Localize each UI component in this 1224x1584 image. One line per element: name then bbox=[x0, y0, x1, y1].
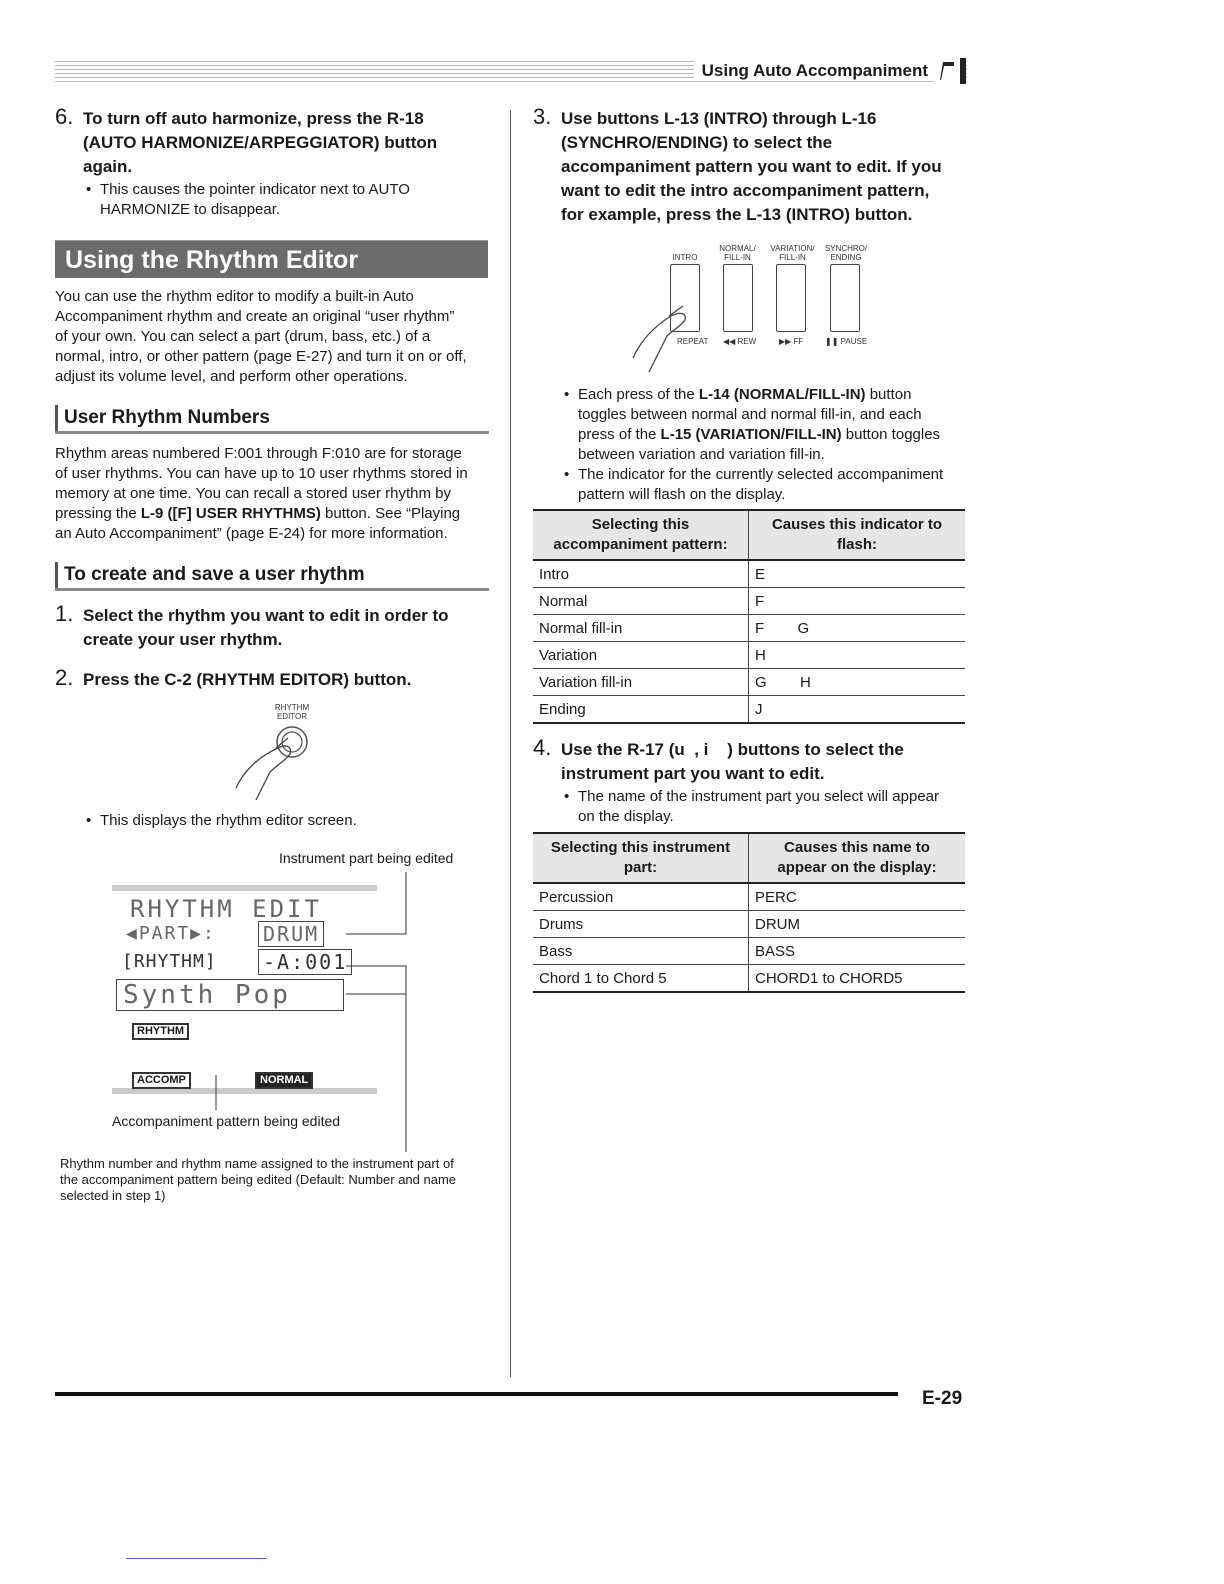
footnote-line: the accompaniment pattern being edited (Default: Number and name bbox=[60, 1172, 457, 1187]
lcd-part-name: DRUM bbox=[258, 921, 324, 947]
table-row bbox=[533, 560, 965, 588]
button-label-rew: ◀◀ REW bbox=[723, 337, 757, 346]
bullet-item bbox=[578, 385, 973, 465]
step-text: create your user rhythm. bbox=[83, 630, 283, 649]
table-cell: CHORD1 to CHORD5 bbox=[749, 965, 966, 993]
lcd-row-2-label: ◀PART▶: bbox=[126, 923, 216, 944]
table-row bbox=[533, 965, 965, 993]
lcd-rhythm-name: Synth Pop bbox=[116, 979, 344, 1011]
page-number: E-29 bbox=[922, 1388, 963, 1409]
table-cell: H bbox=[749, 642, 966, 669]
table-row bbox=[533, 911, 965, 938]
pressing-hand-icon bbox=[625, 300, 705, 375]
label-line: EDITOR bbox=[276, 712, 308, 721]
paragraph-line: an Auto Accompaniment” (page E-24) for more information. bbox=[55, 525, 448, 542]
paragraph-line bbox=[55, 504, 495, 524]
table-row bbox=[533, 938, 965, 965]
bullet-line: between variation and variation fill-in. bbox=[578, 446, 825, 463]
table-header-row bbox=[533, 510, 965, 560]
step-6 bbox=[55, 104, 493, 179]
step-3 bbox=[533, 104, 971, 227]
paragraph-line: of your own. You can select a part (drum, bass, etc.) of a bbox=[55, 328, 431, 345]
table-cell: Normal bbox=[533, 588, 749, 615]
lcd-rhythm-number: -A:001 bbox=[258, 949, 352, 975]
table-cell: Variation fill-in bbox=[533, 669, 749, 696]
bullet-text: HARMONIZE to disappear. bbox=[100, 201, 281, 218]
instrument-part-table bbox=[533, 832, 965, 993]
table-header bbox=[533, 510, 749, 560]
button-reference: L-14 (NORMAL/FILL-IN) bbox=[698, 386, 866, 403]
table-cell: F bbox=[749, 588, 966, 615]
normal-fill-in-button bbox=[723, 264, 753, 332]
step-text: Select the rhythm you want to edit in order to bbox=[83, 606, 449, 625]
step-number: 1. bbox=[55, 601, 74, 626]
header-bar bbox=[960, 58, 966, 84]
step-text: Use the R-17 (u , i ) buttons to select the bbox=[561, 740, 904, 759]
step-text: To turn off auto harmonize, press the R-18 bbox=[83, 109, 424, 128]
bullet-line: • The name of the instrument part you select will appear bbox=[578, 788, 940, 805]
synchro-ending-button bbox=[830, 264, 860, 332]
lcd-normal-badge: NORMAL bbox=[255, 1072, 313, 1089]
table-cell: Variation bbox=[533, 642, 749, 669]
bullet-line bbox=[578, 385, 973, 405]
subheading-text: User Rhythm Numbers bbox=[55, 405, 489, 431]
callout-accompaniment-pattern: Accompaniment pattern being edited bbox=[112, 1113, 341, 1129]
step-text: Press the C-2 (RHYTHM EDITOR) button. bbox=[83, 670, 412, 689]
paragraph-line: Rhythm areas numbered F:001 through F:010 are for storage bbox=[55, 445, 462, 462]
step-text: accompaniment pattern you want to edit. If you bbox=[561, 157, 942, 176]
header-line: flash: bbox=[836, 536, 877, 553]
paragraph-line: Accompaniment rhythm and create an original “user rhythm” bbox=[55, 308, 455, 325]
button-reference: L-9 ([F] USER RHYTHMS) bbox=[140, 505, 321, 522]
text: press of the bbox=[578, 426, 661, 443]
bullet-text: • This causes the pointer indicator next to AUTO bbox=[100, 181, 410, 198]
table-row bbox=[533, 669, 965, 696]
paragraph-line: of user rhythms. You can have up to 10 user rhythms stored in bbox=[55, 465, 468, 482]
button-reference: L-15 (VARIATION/FILL-IN) bbox=[660, 426, 842, 443]
column-divider bbox=[510, 110, 511, 1377]
text: button bbox=[865, 386, 912, 403]
link-underline bbox=[126, 1558, 267, 1559]
table-row bbox=[533, 588, 965, 615]
subheading-user-rhythm-numbers bbox=[55, 405, 489, 434]
bullet-line bbox=[578, 425, 973, 445]
button-label-synchro: SYNCHRO/ ENDING bbox=[824, 244, 868, 262]
table-cell: J bbox=[749, 696, 966, 724]
bullet-item bbox=[100, 811, 490, 831]
bullet-line: toggles between normal and normal fill-in, and each bbox=[578, 406, 922, 423]
lcd-row-1: RHYTHM EDIT bbox=[130, 895, 322, 923]
callout-instrument-part: Instrument part being edited bbox=[279, 850, 454, 866]
lcd-rhythm-badge: RHYTHM bbox=[132, 1023, 189, 1040]
step-number: 3. bbox=[533, 104, 552, 129]
button-label-intro: INTRO bbox=[672, 253, 698, 262]
footnote bbox=[60, 1156, 490, 1204]
step-text: Use buttons L-13 (INTRO) through L-16 bbox=[561, 109, 877, 128]
subheading-rule bbox=[55, 588, 489, 591]
table-header bbox=[533, 833, 749, 883]
header-line: appear on the display: bbox=[777, 859, 937, 876]
table-header bbox=[749, 833, 966, 883]
text: button. See “Playing bbox=[320, 505, 461, 522]
label-text: PAUSE bbox=[840, 337, 868, 346]
footnote-line: Rhythm number and rhythm name assigned to the instrument part of bbox=[60, 1156, 454, 1171]
paragraph-line: adjust its volume level, and perform other operations. bbox=[55, 368, 408, 385]
pattern-indicator-table bbox=[533, 509, 965, 724]
subheading-create-save bbox=[55, 562, 489, 591]
footer-rule bbox=[55, 1392, 898, 1396]
step-number: 4. bbox=[533, 735, 552, 760]
button-label-pause: ❚❚ PAUSE bbox=[825, 337, 868, 346]
step-text: (SYNCHRO/ENDING) to select the bbox=[561, 133, 833, 152]
table-cell: BASS bbox=[749, 938, 966, 965]
rhythm-editor-button-illustration bbox=[230, 722, 320, 807]
table-cell: Drums bbox=[533, 911, 749, 938]
table-cell: F G bbox=[749, 615, 966, 642]
header-line: Causes this indicator to bbox=[771, 516, 943, 533]
step-1 bbox=[55, 601, 493, 652]
table-row bbox=[533, 642, 965, 669]
table-cell: PERC bbox=[749, 883, 966, 911]
table-row bbox=[533, 696, 965, 724]
label-line: RHYTHM bbox=[274, 703, 310, 712]
header-line: accompaniment pattern: bbox=[553, 536, 728, 553]
table-cell: Chord 1 to Chord 5 bbox=[533, 965, 749, 993]
table-cell: DRUM bbox=[749, 911, 966, 938]
paragraph-line: memory at one time. You can recall a stored user rhythm by bbox=[55, 485, 452, 502]
table-cell: Bass bbox=[533, 938, 749, 965]
user-rhythm-paragraph bbox=[55, 444, 495, 544]
bullet-line: • The indicator for the currently selected accompaniment bbox=[578, 466, 944, 483]
bullet-item bbox=[578, 465, 973, 505]
step-text: want to edit the intro accompaniment pattern, bbox=[561, 181, 930, 200]
section-banner: Using the Rhythm Editor bbox=[55, 240, 488, 278]
bullet-text: • This displays the rhythm editor screen. bbox=[100, 812, 357, 829]
paragraph-line: You can use the rhythm editor to modify a built-in Auto bbox=[55, 288, 414, 305]
step-text: (AUTO HARMONIZE/ARPEGGIATOR) button bbox=[83, 133, 438, 152]
table-header-row bbox=[533, 833, 965, 883]
accompaniment-buttons-illustration bbox=[625, 240, 885, 375]
bullet-line: on the display. bbox=[578, 808, 674, 825]
table-row bbox=[533, 615, 965, 642]
button-label-variation: VARIATION/ FILL-IN bbox=[770, 244, 815, 262]
section-title: Using Auto Accompaniment bbox=[694, 61, 934, 81]
bullet-item bbox=[100, 180, 490, 220]
bullet-line: pattern will flash on the display. bbox=[578, 486, 786, 503]
table-cell: G H bbox=[749, 669, 966, 696]
table-row bbox=[533, 883, 965, 911]
step-text: again. bbox=[83, 157, 133, 176]
button-label-normal: NORMAL/ FILL-IN bbox=[719, 244, 756, 262]
step-2 bbox=[55, 665, 493, 692]
subheading-text: To create and save a user rhythm bbox=[55, 562, 489, 588]
table-cell: Intro bbox=[533, 560, 749, 588]
step-number: 2. bbox=[55, 665, 74, 690]
text: Each press of the bbox=[578, 386, 699, 403]
paragraph-line: normal, intro, or other pattern (page E-27) and turn it on or off, bbox=[55, 348, 467, 365]
button-label-ff: ▶▶ FF bbox=[779, 337, 804, 346]
variation-fill-in-button bbox=[776, 264, 806, 332]
table-cell: Percussion bbox=[533, 883, 749, 911]
step-text: instrument part you want to edit. bbox=[561, 764, 825, 783]
label-text: REW bbox=[737, 337, 757, 346]
lcd-accomp-badge: ACCOMP bbox=[132, 1072, 191, 1089]
footnote-line: selected in step 1) bbox=[60, 1188, 166, 1203]
header-line: Selecting this instrument bbox=[550, 839, 731, 856]
intro-paragraph bbox=[55, 287, 495, 387]
header-line: Selecting this bbox=[591, 516, 690, 533]
table-header bbox=[749, 510, 966, 560]
text: button toggles bbox=[841, 426, 941, 443]
subheading-rule bbox=[55, 431, 489, 434]
lcd-row-3-label: [RHYTHM] bbox=[122, 951, 217, 972]
button-label-repeat: REPEAT bbox=[677, 337, 709, 346]
table-cell: E bbox=[749, 560, 966, 588]
step-number: 6. bbox=[55, 104, 74, 129]
table-cell: Ending bbox=[533, 696, 749, 724]
step-4 bbox=[533, 735, 971, 786]
bullet-item bbox=[578, 787, 973, 827]
text: pressing the bbox=[55, 505, 141, 522]
header-line: Causes this name to bbox=[784, 839, 930, 856]
header-line: part: bbox=[623, 859, 658, 876]
rhythm-editor-label bbox=[262, 703, 322, 721]
label-text: FF bbox=[793, 337, 804, 346]
table-cell: Normal fill-in bbox=[533, 615, 749, 642]
step-text: for example, press the L-13 (INTRO) button. bbox=[561, 205, 913, 224]
